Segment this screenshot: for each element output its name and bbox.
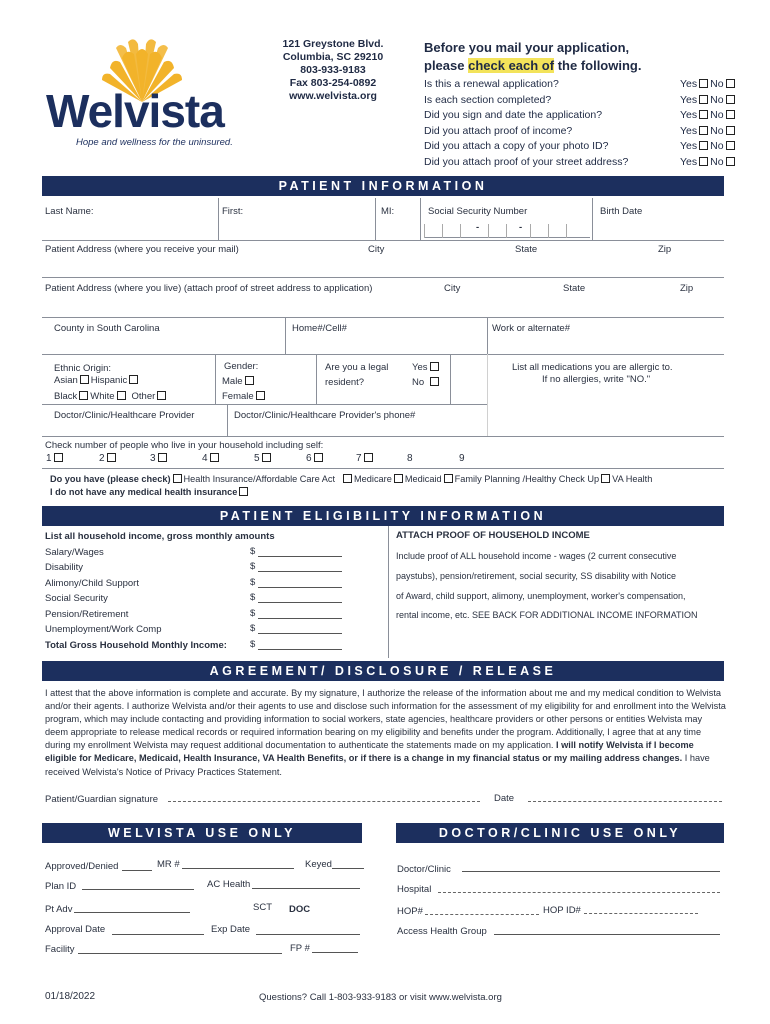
form-date: 01/18/2022 xyxy=(45,991,96,1002)
pt-adv-label: Pt Adv xyxy=(45,904,73,915)
salary-amount[interactable]: $ xyxy=(250,546,342,557)
website: www.welvista.org xyxy=(289,90,377,102)
male-option: Male xyxy=(222,376,256,387)
checkbox[interactable] xyxy=(726,126,735,135)
checklist-item: Is this a renewal application? Yes No xyxy=(424,77,754,93)
brand-name: Welvista xyxy=(46,85,224,137)
household-3-checkbox[interactable] xyxy=(158,453,167,462)
hospital-label: Hospital xyxy=(397,884,432,895)
checkbox[interactable] xyxy=(699,95,708,104)
checkbox[interactable] xyxy=(699,110,708,119)
hop-label: HOP# xyxy=(397,906,423,917)
birth-date-label: Birth Date xyxy=(600,206,643,217)
hop-id-label: HOP ID# xyxy=(543,905,581,916)
resident-no: No xyxy=(412,377,441,388)
household-1-checkbox[interactable] xyxy=(54,453,63,462)
doctor-clinic-label: Doctor/Clinic xyxy=(397,864,451,875)
allergies-hint: If no allergies, write "NO." xyxy=(542,374,651,385)
checklist-item: Did you attach a copy of your photo ID? Yes No xyxy=(424,139,754,155)
medicaid-checkbox[interactable] xyxy=(394,474,403,483)
health-insurance-checkbox[interactable] xyxy=(173,474,182,483)
last-name-label: Last Name: xyxy=(45,206,94,217)
coverage-row: Do you have (please check) Health Insurance/Affordable Care Act Medicare Medicaid Family Planning /Healthy Check Up VA Health xyxy=(50,474,653,484)
household-label: Check number of people who live in your household including self: xyxy=(45,440,324,451)
signature-label: Patient/Guardian signature xyxy=(45,794,159,805)
checkbox[interactable] xyxy=(699,126,708,135)
income-item: Unemployment/Work Comp xyxy=(45,624,162,635)
footer-contact: Questions? Call 1-803-933-9183 or visit www.welvista.org xyxy=(259,992,502,1003)
mail-address-label: Patient Address (where you receive your mail) xyxy=(45,244,239,255)
first-name-label: First: xyxy=(222,206,244,217)
welvista-logo xyxy=(42,34,242,149)
ethnic-row-1: Asian Hispanic xyxy=(54,375,140,386)
checkbox[interactable] xyxy=(726,157,735,166)
income-item: Alimony/Child Support xyxy=(45,578,139,589)
unemployment-amount[interactable]: $ xyxy=(250,623,342,634)
household-4-checkbox[interactable] xyxy=(210,453,219,462)
household-2-checkbox[interactable] xyxy=(107,453,116,462)
state-label: State xyxy=(563,283,586,294)
proof-header: ATTACH PROOF OF HOUSEHOLD INCOME xyxy=(396,530,590,541)
hispanic-checkbox[interactable] xyxy=(129,375,138,384)
legal-resident-label-2: resident? xyxy=(325,377,365,388)
income-item: Disability xyxy=(45,562,84,573)
ssn-label: Social Security Number xyxy=(428,206,528,217)
checkbox[interactable] xyxy=(726,110,735,119)
agreement-text: I attest that the above information is complete and accurate. By my signature, I authorize the release of the information about me and my medical condition to Welvista and/or their agents. I authorize Welvista and/or their agents to use and disclose such information for the assessment of my eligibility for and enrollment into the Welvista program, which may include contacting and providing information to social workers, state agencies, healthcare providers or other persons or entities Welvista may deem appropriate to release medical records or required information bearing on my eligibility and benefits under the program. Additionally, I agree that at any time during my enrollment Welvista may request additional documentation to authenticate the statements made on my application. I will notify Welvista if I become eligible for Medicare, Medicaid, Health Insurance, VA Health Benefits, or if there is a change in my financial status or my mailing address changes. I have received Welvista's Notice of Privacy Practices Statement. xyxy=(45,688,726,777)
alimony-amount[interactable]: $ xyxy=(250,577,342,588)
female-checkbox[interactable] xyxy=(256,391,265,400)
checklist-item: Did you sign and date the application? Yes No xyxy=(424,108,754,124)
ethnic-origin-label: Ethnic Origin: xyxy=(54,363,112,374)
checklist-title: Before you mail your application, please check each of the following. xyxy=(424,40,642,73)
checkbox[interactable] xyxy=(726,95,735,104)
ethnic-row-2: Black White Other xyxy=(54,391,168,402)
hospital-field[interactable] xyxy=(438,883,720,893)
doctor-clinic-field[interactable] xyxy=(462,862,720,872)
address-line: 121 Greystone Blvd. xyxy=(282,38,384,50)
city-label: City xyxy=(368,244,385,255)
phone: 803-933-9183 xyxy=(300,64,366,76)
patient-information-header: PATIENT INFORMATION xyxy=(42,176,724,196)
total-income-label: Total Gross Household Monthly Income: xyxy=(45,640,227,651)
va-health-checkbox[interactable] xyxy=(601,474,610,483)
address-line: Columbia, SC 29210 xyxy=(282,51,384,63)
social-security-amount[interactable]: $ xyxy=(250,592,342,603)
family-planning-checkbox[interactable] xyxy=(444,474,453,483)
black-checkbox[interactable] xyxy=(79,391,88,400)
facility-label: Facility xyxy=(45,944,75,955)
no-insurance-checkbox[interactable] xyxy=(239,487,248,496)
fax: Fax 803-254-0892 xyxy=(289,77,377,89)
access-group-label: Access Health Group xyxy=(397,926,487,937)
doctor-phone-label: Doctor/Clinic/Healthcare Provider's phone# xyxy=(234,410,416,421)
resident-no-checkbox[interactable] xyxy=(430,377,439,386)
zip-label: Zip xyxy=(658,244,672,255)
checkbox[interactable] xyxy=(726,141,735,150)
mi-label: MI: xyxy=(381,206,395,217)
checkbox[interactable] xyxy=(726,79,735,88)
resident-yes-checkbox[interactable] xyxy=(430,362,439,371)
income-item: Pension/Retirement xyxy=(45,609,129,620)
zip-label: Zip xyxy=(680,283,694,294)
checkbox[interactable] xyxy=(699,79,708,88)
welvista-use-header: WELVISTA USE ONLY xyxy=(42,823,362,843)
asian-checkbox[interactable] xyxy=(80,375,89,384)
tagline: Hope and wellness for the uninsured. xyxy=(76,137,233,148)
access-group-field[interactable] xyxy=(494,925,720,935)
county-label: County in South Carolina xyxy=(54,323,160,334)
approved-label: Approved/Denied xyxy=(45,861,119,872)
female-option: Female xyxy=(222,391,267,402)
income-item: Social Security xyxy=(45,593,108,604)
legal-resident-label: Are you a legal xyxy=(325,362,389,373)
gender-label: Gender: xyxy=(224,361,259,372)
no-insurance-row: I do not have any medical health insurance xyxy=(50,487,250,497)
city-label: City xyxy=(444,283,461,294)
checklist xyxy=(424,77,754,170)
total-income-amount[interactable]: $ xyxy=(250,639,342,650)
household-6-checkbox[interactable] xyxy=(314,453,323,462)
checkbox[interactable] xyxy=(699,157,708,166)
ssn-boxes[interactable]: - - xyxy=(424,220,590,238)
male-checkbox[interactable] xyxy=(245,376,254,385)
resident-yes: Yes xyxy=(412,362,441,373)
household-5-checkbox[interactable] xyxy=(262,453,271,462)
sct-label: SCT xyxy=(253,902,272,913)
mr-label: MR # xyxy=(157,859,180,870)
eligibility-header: PATIENT ELIGIBILITY INFORMATION xyxy=(42,506,724,526)
white-checkbox[interactable] xyxy=(117,391,126,400)
exp-date-label: Exp Date xyxy=(211,924,251,935)
keyed-label: Keyed xyxy=(305,859,332,870)
doc-label: DOC xyxy=(289,904,311,915)
ac-health-label: AC Health xyxy=(207,879,251,890)
household-7-checkbox[interactable] xyxy=(364,453,373,462)
state-label: State xyxy=(515,244,538,255)
disability-amount[interactable]: $ xyxy=(250,561,342,572)
agreement-header: AGREEMENT/ DISCLOSURE / RELEASE xyxy=(42,661,724,681)
doctor-use-header: DOCTOR/CLINIC USE ONLY xyxy=(396,823,724,843)
income-item: Salary/Wages xyxy=(45,547,104,558)
signature-field[interactable] xyxy=(168,792,480,802)
checklist-item: Is each section completed? Yes No xyxy=(424,93,754,109)
checkbox[interactable] xyxy=(699,141,708,150)
signature-date-field[interactable] xyxy=(528,792,722,802)
plan-id-label: Plan ID xyxy=(45,881,77,892)
live-address-label: Patient Address (where you live) (attach proof of street address to application) xyxy=(45,283,373,294)
other-checkbox[interactable] xyxy=(157,391,166,400)
date-label: Date xyxy=(494,793,515,804)
checklist-item: Did you attach proof of your street address? Yes No xyxy=(424,155,754,171)
allergies-label: List all medications you are allergic to. xyxy=(512,362,673,373)
address-block xyxy=(258,38,408,103)
pension-amount[interactable]: $ xyxy=(250,608,342,619)
household-count-row: 1 2 3 4 5 6 7 8 9 xyxy=(46,453,465,464)
fp-label: FP # xyxy=(290,943,310,954)
approval-date-label: Approval Date xyxy=(45,924,106,935)
work-phone-label: Work or alternate# xyxy=(492,323,570,334)
checklist-item: Did you attach proof of income? Yes No xyxy=(424,124,754,140)
income-header: List all household income, gross monthly amounts xyxy=(45,531,275,542)
medicare-checkbox[interactable] xyxy=(343,474,352,483)
doctor-label: Doctor/Clinic/Healthcare Provider xyxy=(54,410,195,421)
home-cell-label: Home#/Cell# xyxy=(292,323,347,334)
